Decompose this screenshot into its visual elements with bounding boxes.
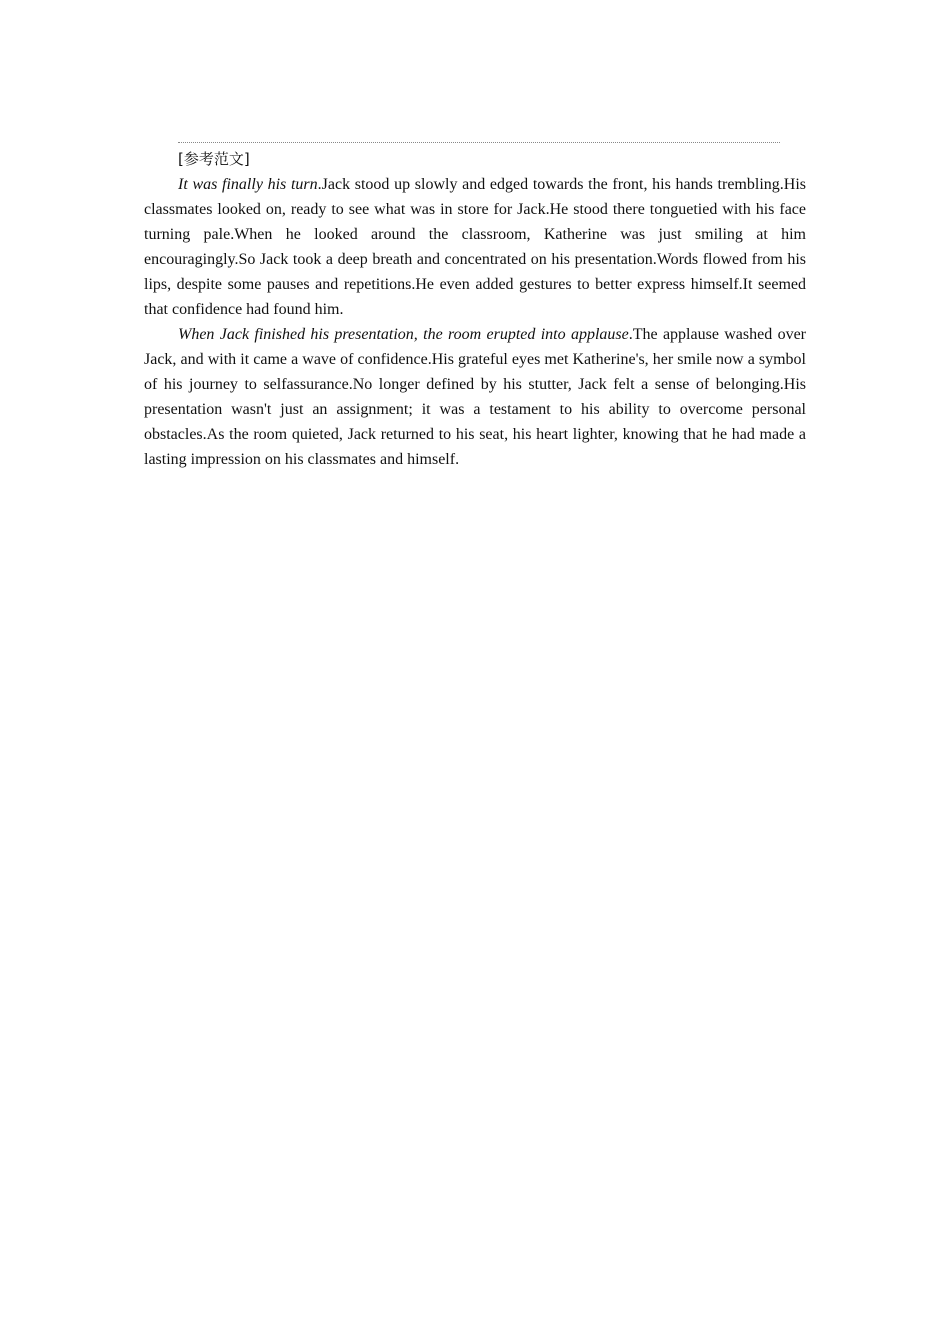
dotted-separator [178, 142, 780, 143]
paragraph-1-body: .Jack stood up slowly and edged towards the front, his hands trembling.His classmates looked on, ready to see what was in store for Jack.He stood there tonguetied with his face turning pale.When he looked around the classroom, Katherine was just smiling at him encouragingly.So Jack took a deep breath and concentrated on his presentation.Words flowed from his lips, despite some pauses and repetitions.He even added gestures to better express himself.It seemed that confidence had found him. [144, 176, 806, 318]
section-heading: [参考范文] [178, 150, 250, 168]
paragraph-1-lead-sentence: It was finally his turn [178, 176, 318, 193]
paragraph-2-lead-sentence: When Jack finished his presentation, the room erupted into applause [178, 326, 629, 343]
document-body [144, 147, 806, 472]
paragraph-2 [144, 322, 806, 472]
paragraph-2-body: .The applause washed over Jack, and with it came a wave of confidence.His grateful eyes met Katherine's, her smile now a symbol of his journey to selfassurance.No longer defined by his stutter, Jack felt a sense of belonging.His presentation wasn't just an assignment; it was a testament to his ability to overcome personal obstacles.As the room quieted, Jack returned to his seat, his heart lighter, knowing that he had made a lasting impression on his classmates and himself. [144, 326, 806, 468]
paragraph-1 [144, 172, 806, 322]
